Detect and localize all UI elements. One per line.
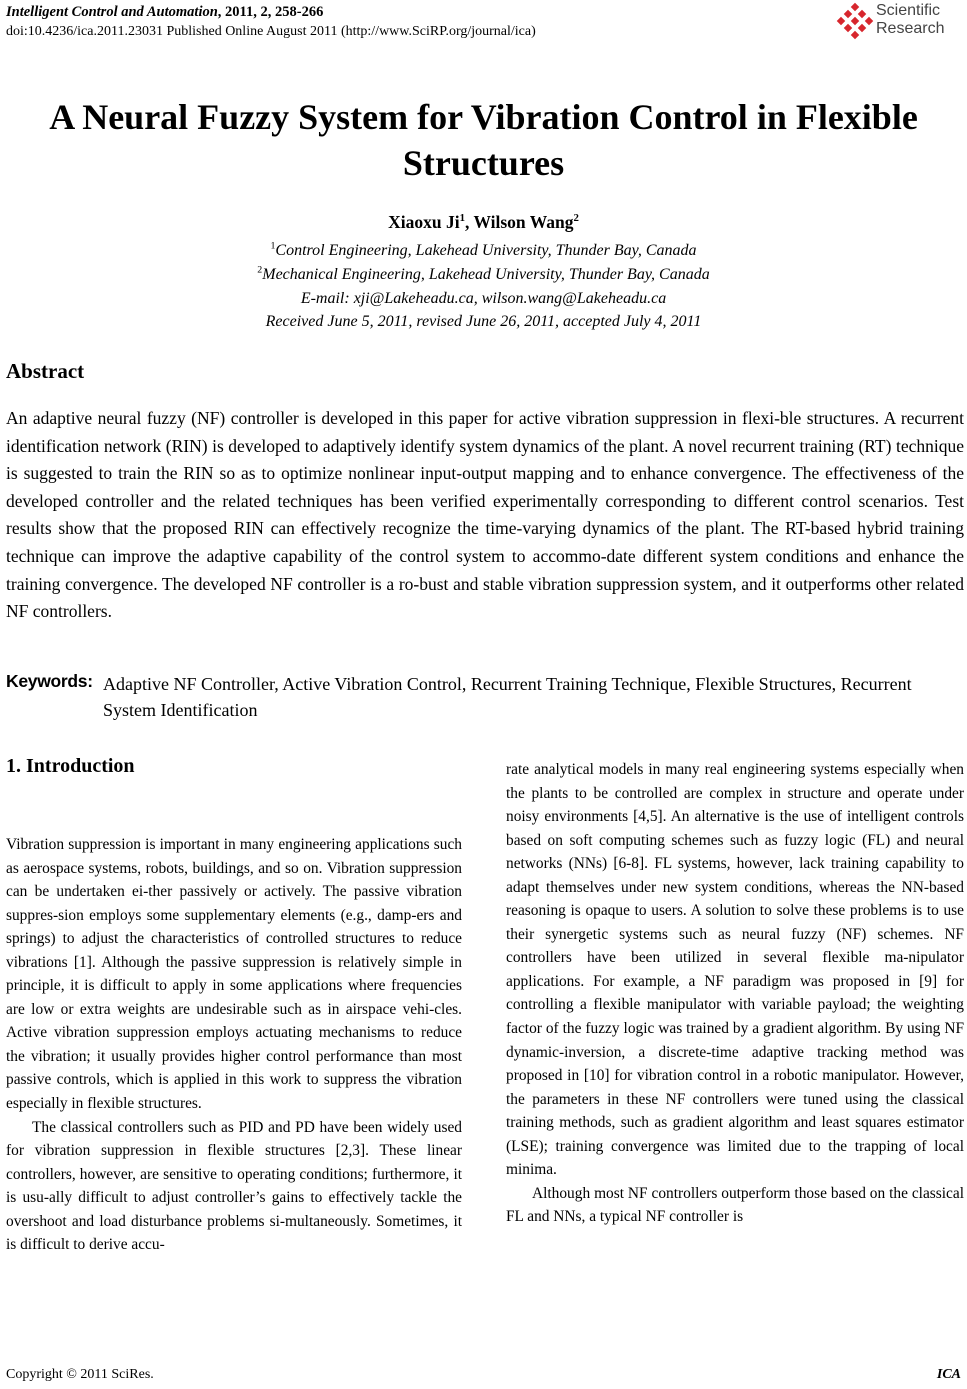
left-column [6, 833, 462, 1257]
affiliation-1-sup: 1 [270, 240, 276, 252]
journal-header [6, 4, 323, 21]
section-heading-introduction: 1. Introduction [6, 755, 135, 777]
affiliation-2-sup: 2 [257, 264, 263, 276]
affiliation-1-text: Control Engineering, Lakehead University, Thunder Bay, Canada [275, 242, 697, 259]
footer-journal-abbrev: ICA [936, 1367, 961, 1382]
scientific-research-logo-icon [836, 2, 874, 42]
intro-paragraph-2: The classical controllers such as PID and PD have been widely used for vibration suppression in flexible structures [2,3]. These linear controllers, however, are sensitive to operating conditions; furthermore, it is usu-ally difficult to adjust controller’s gains to effectively tackle the overshoot and load disturbance problems si-multaneously. Sometimes, it is difficult to derive accu- [6, 1118, 462, 1254]
logo-text [876, 2, 944, 38]
logo-line-2: Research [876, 20, 945, 37]
right-column [506, 758, 964, 1229]
keywords-label: Keywords: [6, 671, 93, 691]
dates-line: Received June 5, 2011, revised June 26, 2011, accepted July 4, 2011 [265, 313, 702, 330]
logo-line-1: Scientific [876, 2, 941, 19]
author-2: Wilson Wang [473, 212, 574, 232]
paper-title: A Neural Fuzzy System for Vibration Control in Flexible Structures [49, 97, 918, 183]
affiliation-2-text: Mechanical Engineering, Lakehead University, Thunder Bay, Canada [262, 266, 710, 283]
author-separator: , [465, 212, 474, 232]
author-1-sup: 1 [459, 212, 465, 225]
abstract-body: An adaptive neural fuzzy (NF) controller is developed in this paper for active vibration suppression in flexi-ble structures. A recurrent identification network (RIN) is developed to adaptively identify system dynamics of the plant. A novel recurrent training (RT) technique is suggested to train the RIN so as to optimize nonlinear input-output mapping and to enhance convergence. The effectiveness of the developed controller and the related techniques has been verified experimentally corresponding to different control scenarios. Test results show that the proposed RIN can effectively recognize the time-varying dynamics of the plant. The RT-based hybrid training technique can improve the adaptive capability of the control system to accommo-date different system conditions and enhance the training convergence. The developed NF controller is a ro-bust and stable vibration suppression system, and it outperforms other related NF controllers. [6, 408, 964, 622]
affiliation-1 [0, 242, 967, 260]
email-line: E-mail: xji@Lakeheadu.ca, wilson.wang@Lakeheadu.ca [300, 290, 667, 307]
publisher-logo [836, 2, 961, 42]
journal-name: Intelligent Control and Automation [6, 4, 218, 20]
footer-copyright: Copyright © 2011 SciRes. [6, 1367, 154, 1382]
intro-paragraph-4: Although most NF controllers outperform those based on the classical FL and NNs, a typical NF controller is [506, 1184, 964, 1226]
intro-paragraph-1: Vibration suppression is important in many engineering applications such as aerospace systems, robots, buildings, and so on. Vibration suppression can be undertaken ei-ther passively or actively. The passive vibration suppres-sion employs some supplementary elements (e.g., damp-ers and springs) to adjust the characteristics of controlled structures to reduce vibrations [1]. Although the passive suppression is relatively simple in principle, it is difficult to apply in some applications where frequencies are low or extra weights are undesirable such as in airspace vehi-cles. Active vibration suppression employs actuating mechanisms to reduce the vibration; it usually provides higher control performance than most passive controls, which is applied in this work to suppress the vibration especially in flexible structures. [6, 836, 462, 1113]
intro-paragraph-3: rate analytical models in many real engineering systems especially when the plants to be controlled are complex in structure and operate under noisy environments [4,5]. An alternative is the use of intelligent controls based on soft computing schemes such as fuzzy logic (FL) and neural networks (NNs) [6-8]. FL systems, however, lack training capability to adapt themselves under new system conditions, whereas the NN-based reasoning is opaque to users. A solution to solve these problems is to use their synergetic systems such as neural fuzzy (NF) schemes. NF controllers have been utilized in several flexible ma-nipulator applications. For example, a NF paradigm was proposed in [9] for controlling a flexible manipulator with variable payload; the weighting factor of the fuzzy logic was trained by a gradient algorithm. By using NF dynamic-inversion, a discrete-time adaptive tracking method was proposed in [10] for vibration control in a robotic manipulator. However, the parameters in these NF controllers were tuned using the classical training methods, such as gradient algorithm and least squares estimator (LSE); training convergence was limited due to the trapping of local minima. [506, 761, 964, 1179]
author-1: Xiaoxu Ji [388, 212, 460, 232]
abstract-heading: Abstract [6, 359, 85, 383]
author-line [0, 212, 967, 233]
author-2-sup: 2 [573, 212, 579, 225]
journal-citation: , 2011, 2, 258-266 [217, 4, 324, 20]
keywords-text: Adaptive NF Controller, Active Vibration Control, Recurrent Training Technique, Flexible Structures, Recurrent System Identification [103, 674, 912, 720]
doi-line: doi:10.4236/ica.2011.23031 Published Online August 2011 (http://www.SciRP.org/journal/ica) [6, 24, 536, 39]
affiliation-2 [0, 266, 967, 284]
